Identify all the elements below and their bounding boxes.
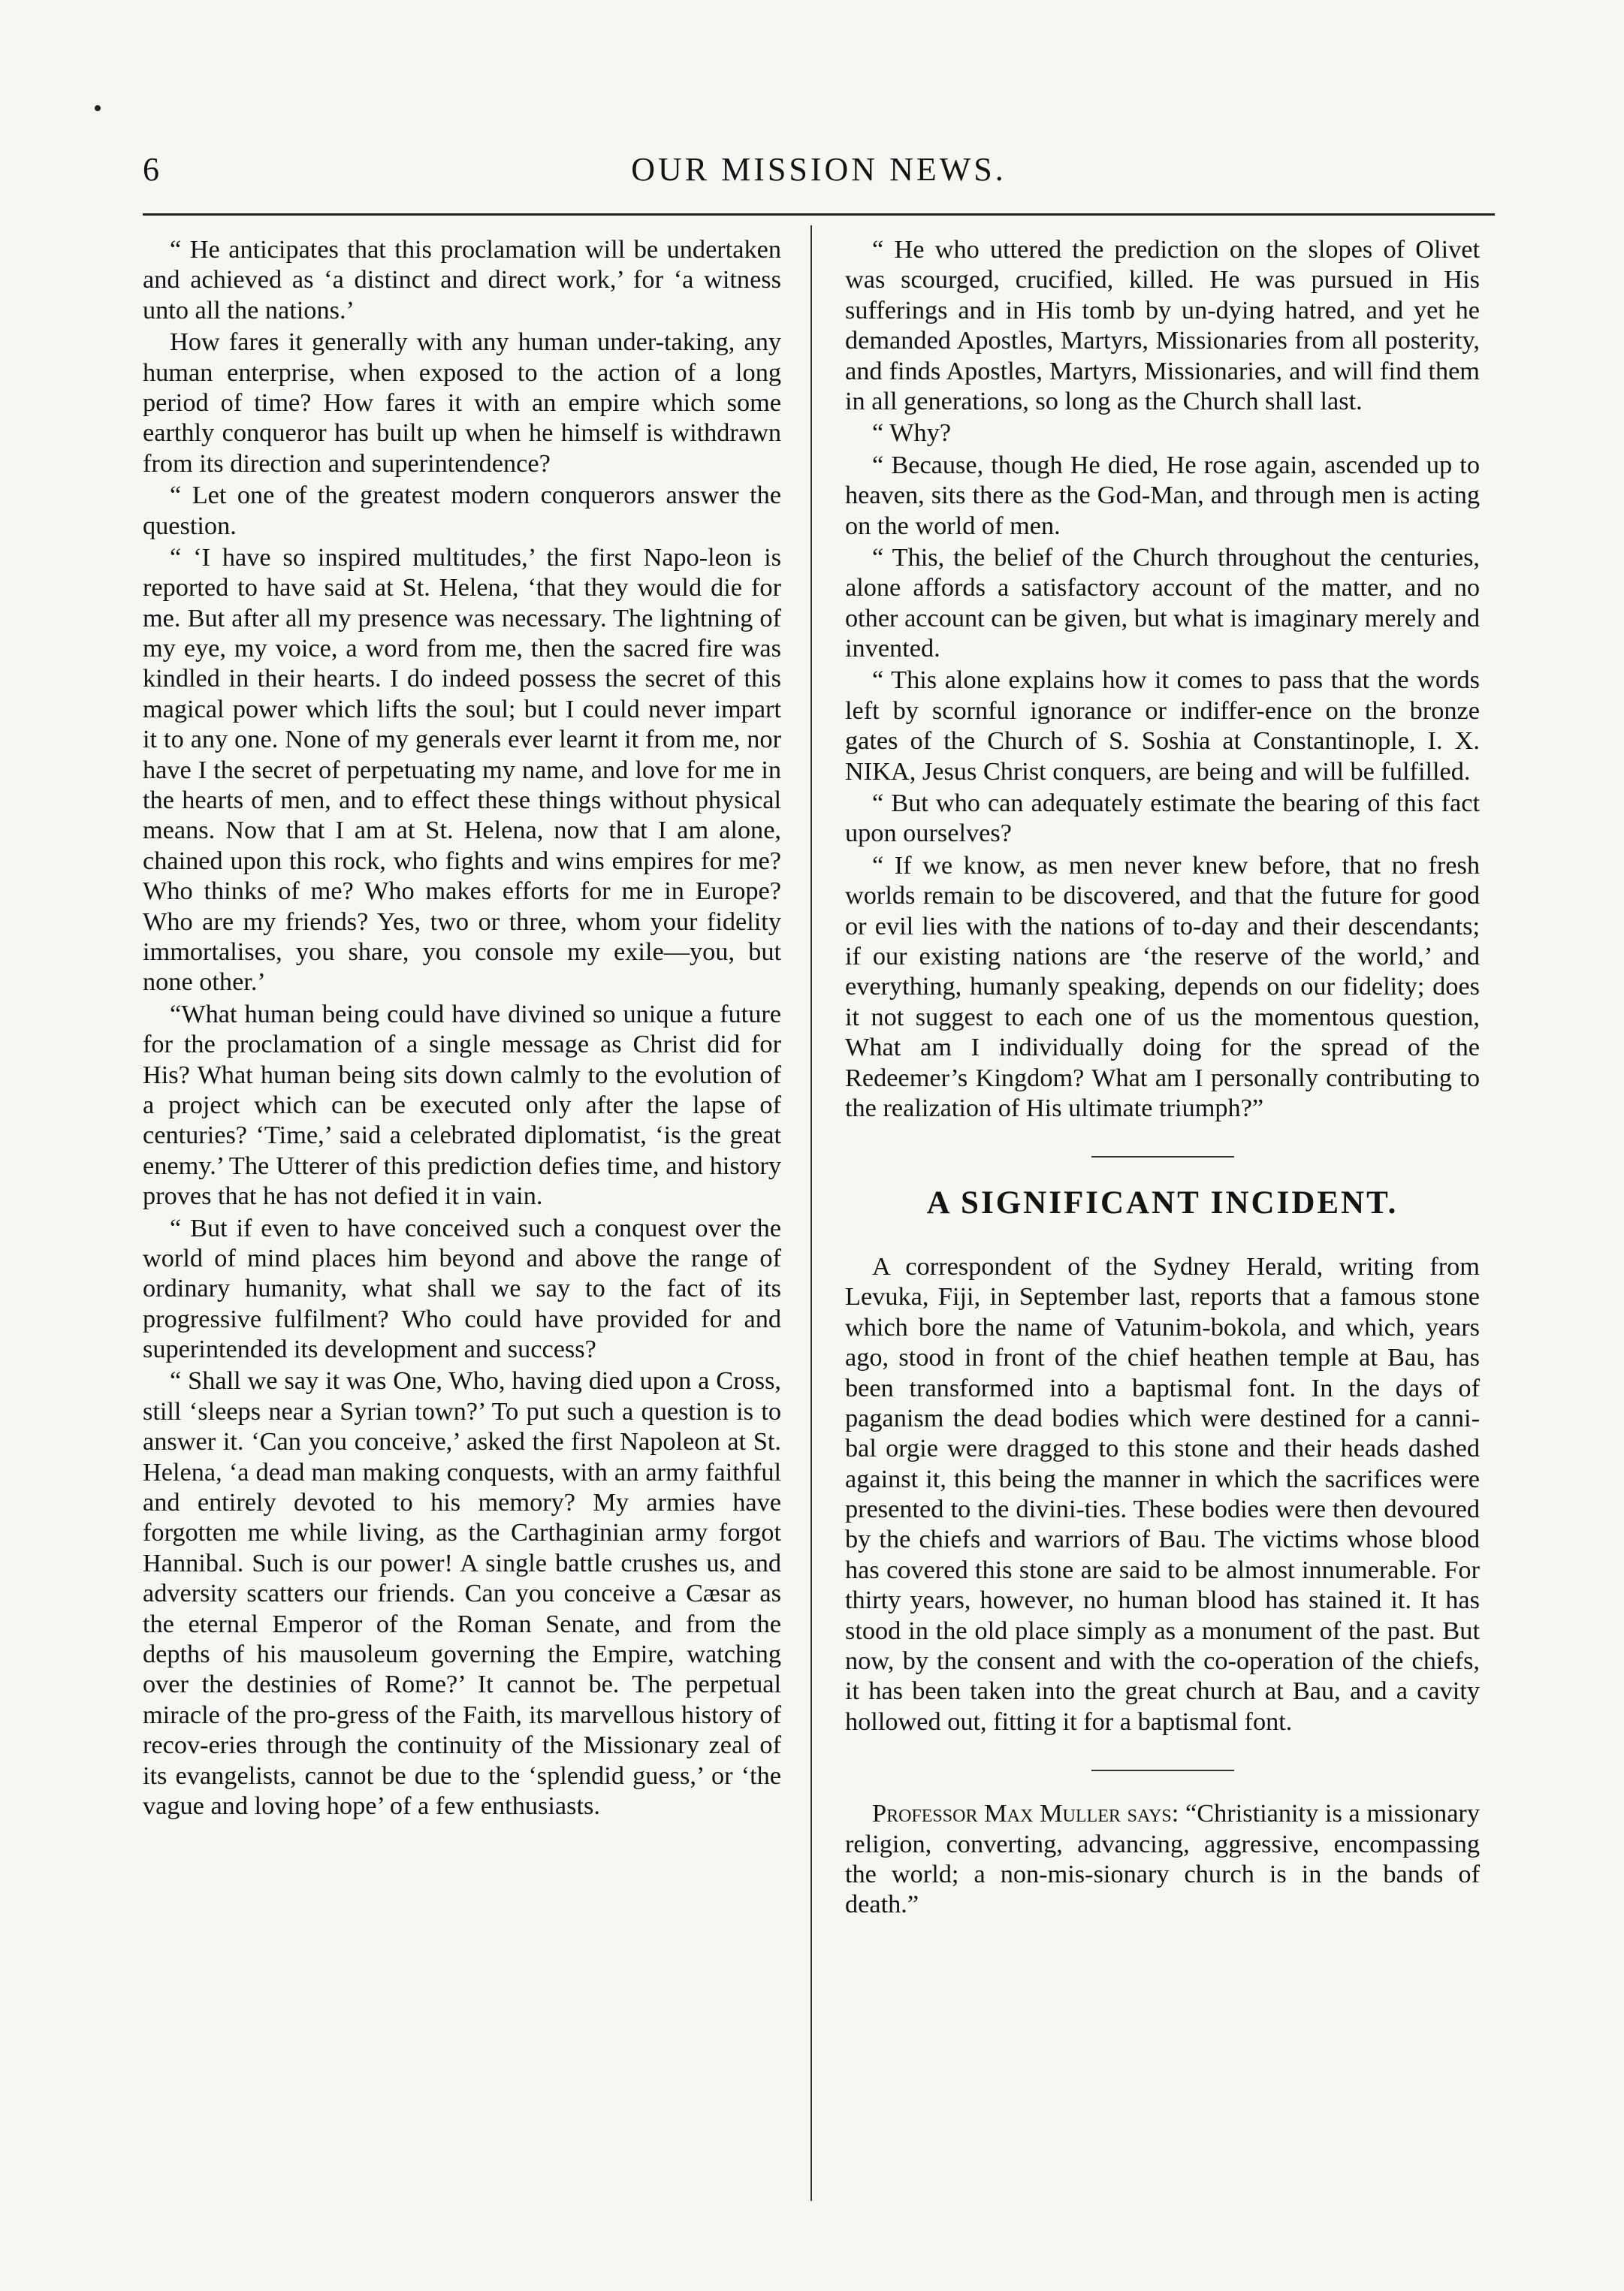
paragraph: “What human being could have divined so unique a future for the proclamation of a single message as Christ did for His? What human being sits down calmly to the evolution of a project which can be executed only after the lapse of centuries? ‘Time,’ said a celebrated diplomatist, ‘is the great enemy.’ The Utterer of this prediction defies time, and history proves that he has not defied it in vain. — [143, 999, 781, 1211]
page-number: 6 — [143, 151, 159, 188]
paragraph: “ This, the belief of the Church throughout the centuries, alone affords a satisfactory account of the matter, and no other account can be given, but what is imaginary merely and invented. — [845, 542, 1480, 663]
section-heading: A SIGNIFICANT INCIDENT. — [926, 1185, 1399, 1221]
page-header — [143, 150, 1495, 203]
paragraph: How fares it generally with any human under-taking, any human enterprise, when exposed to the action of a long period of time? How fares it with an empire which some earthly conqueror has built up when he himself is withdrawn from its direction and superintendence? — [143, 328, 781, 478]
paragraph: “ But if even to have conceived such a conquest over the world of mind places him beyond and above the range of ordinary humanity, what shall we say to the fact of its progressive fulfilment? Who could have provided for and superintended its development and success? — [143, 1213, 781, 1364]
paragraph: “ He who uttered the prediction on the slopes of Olivet was scourged, crucified, killed. He was pursued in His sufferings and in His tomb by un-dying hatred, and yet he demanded Apostles, Martyrs, Missionaries from all posterity, and finds Apostles, Martyrs, Missionaries, and will find them in all generations, so long as the Church shall last. — [845, 235, 1480, 415]
paragraph: “ If we know, as men never knew before, that no fresh worlds remain to be discovered, and that the future for good or evil lies with the nations of to-day and their descendants; if our existing nations are ‘the reserve of the world,’ and everything, humanly speaking, depends on our fidelity; does it not suggest to each one of us the momentous question, What am I individually doing for the spread of the Redeemer’s Kingdom? What am I personally contributing to the realization of His ultimate triumph?” — [845, 850, 1480, 1122]
stray-mark — [95, 105, 101, 111]
column-divider — [810, 225, 812, 2201]
paragraph: “ Why? — [872, 418, 952, 448]
running-title: OUR MISSION NEWS. — [631, 151, 1007, 188]
paragraph: “ This alone explains how it comes to pass that the words left by scornful ignorance or indiffer-ence on the bronze gates of the Church of S. Soshia at Constantinople, I. X. NIKA, Jesus Christ conquers, are being and will be fulfilled. — [845, 666, 1480, 786]
right-column — [845, 234, 1480, 1920]
quote-text: “Christianity is a missionary religion, converting, advancing, aggressive, encompassing the world; a non-mis-sionary church is in the bands of death.” — [845, 1799, 1480, 1919]
paragraph: “ ‘I have so inspired multitudes,’ the first Napo-leon is reported to have said at St. Helena, ‘that they would die for me. But after all my presence was necessary. The lightning of my eye, my voice, a word from me, then the sacred fire was kindled in their hearts. I do indeed possess the secret of this magical power which lifts the soul; but I could never impart it to any one. None of my generals ever learnt it from me, nor have I the secret of perpetuating my name, and love for me in the hearts of men, and to effect these things without physical means. Now that I am at St. Helena, now that I am alone, chained upon this rock, who fights and wins empires for me? Who thinks of me? Who makes efforts for me in Europe? Who are my friends? Yes, two or three, whom your fidelity immortalises, you share, you console my exile—you, but none other.’ — [143, 542, 781, 997]
section-divider — [1091, 1156, 1234, 1158]
paragraph: “ But who can adequately estimate the bearing of this fact upon ourselves? — [845, 789, 1480, 848]
header-rule — [143, 213, 1495, 216]
quote-speaker: Professor Max Muller says: — [872, 1799, 1179, 1828]
section-divider — [1091, 1770, 1234, 1771]
left-column — [143, 234, 781, 1821]
paragraph: “ Shall we say it was One, Who, having died upon a Cross, still ‘sleeps near a Syrian town?’ To put such a question is to answer it. ‘Can you conceive,’ asked the first Napoleon at St. Helena, ‘a dead man making conquests, with an army faithful and entirely devoted to his memory? My armies have forgotten me while living, as the Carthaginian army forgot Hannibal. Such is our power! A single battle crushes us, and adversity scatters our friends. Can you conceive a Cæsar as the eternal Emperor of the Roman Senate, and from the depths of his mausoleum governing the Empire, watching over the destinies of Rome?’ It cannot be. The perpetual miracle of the pro-gress of the Faith, its marvellous history of recov-eries through the continuity of the Missionary zeal of its evangelists, cannot be due to the ‘splendid guess,’ or ‘the vague and loving hope’ of a few enthusiasts. — [143, 1366, 781, 1820]
paragraph: “ He anticipates that this proclamation will be undertaken and achieved as ‘a distinct and direct work,’ for ‘a witness unto all the nations.’ — [143, 235, 781, 324]
paragraph: “ Because, though He died, He rose again, ascended up to heaven, sits there as the God-Man, and through men is acting on the world of men. — [845, 450, 1480, 540]
incident-paragraph: A correspondent of the Sydney Herald, writing from Levuka, Fiji, in September last, reports that a famous stone which bore the name of Vatunim-bokola, and which, years ago, stood in front of the chief heathen temple at Bau, has been transformed into a baptismal font. In the days of paganism the dead bodies which were destined for a canni-bal orgie were dragged to this stone and their heads dashed against it, this being the manner in which the sacrifices were presented to the divini-ties. These bodies were then devoured by the chiefs and warriors of Bau. The victims whose blood has covered this stone are said to be almost innumerable. For thirty years, however, no human blood has stained it. It has stood in the old place simply as a monument of the past. But now, by the consent and with the co-operation of the chiefs, it has been taken into the great church at Bau, and a cavity hollowed out, fitting it for a baptismal font. — [845, 1251, 1480, 1736]
quote-paragraph — [845, 1798, 1480, 1920]
paragraph: “ Let one of the greatest modern conquerors answer the question. — [143, 481, 781, 540]
